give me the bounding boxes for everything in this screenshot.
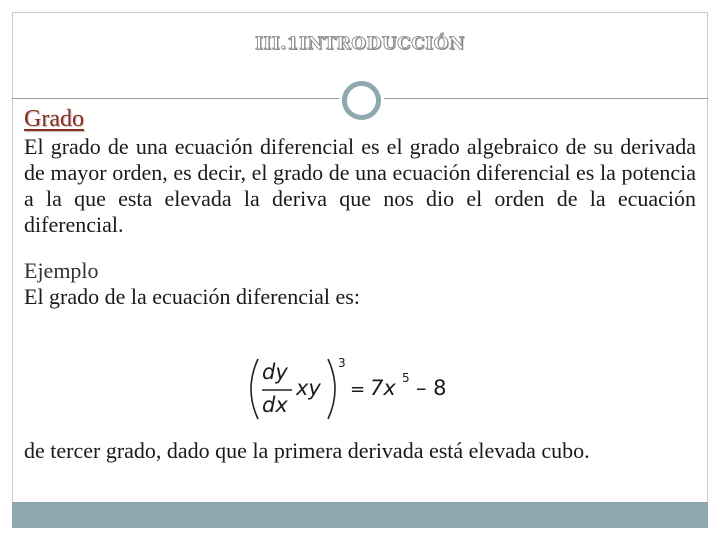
equation-exponent: 3 bbox=[338, 356, 346, 370]
slide-body bbox=[24, 106, 696, 310]
equation bbox=[246, 356, 466, 422]
section-heading: Grado bbox=[24, 106, 84, 132]
equation-rhs-tail: – 8 bbox=[416, 376, 447, 400]
equation-rhs-coefficient: 7x bbox=[370, 376, 396, 400]
equation-factor: xy bbox=[296, 376, 321, 400]
equation-rhs-exponent: 5 bbox=[402, 371, 410, 385]
equation-numerator: dy bbox=[262, 360, 288, 384]
slide-header-title: III.1INTRODUCCIÓN bbox=[254, 34, 466, 54]
header-divider-right bbox=[384, 98, 708, 99]
example-intro: El grado de la ecuación diferencial es: bbox=[24, 284, 360, 309]
example-label: Ejemplo bbox=[24, 258, 99, 283]
header-divider-left bbox=[12, 98, 339, 99]
equation-denominator: dx bbox=[262, 393, 288, 417]
equation-equals: = bbox=[350, 379, 366, 400]
definition-paragraph: El grado de una ecuación diferencial es el grado algebraico de su derivada de mayor orden, es decir, el grado de una ecuación diferencial es la potencia a la que esta elevada la deriva que nos dio el orden de la ecuación diferencial. bbox=[24, 134, 696, 237]
footer-bar bbox=[12, 502, 708, 528]
closing-paragraph: de tercer grado, dado que la primera derivada está elevada cubo. bbox=[24, 438, 590, 463]
